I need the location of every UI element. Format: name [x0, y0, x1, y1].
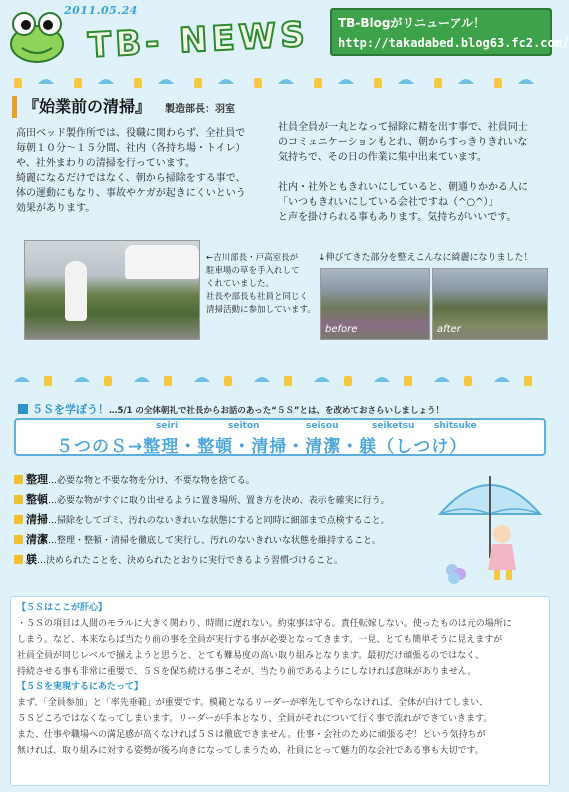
- rule-desc: …掃除をしてゴミ、汚れのないきれいな状態にすると同時に細部まで点検すること。: [48, 516, 390, 526]
- square-bullet-icon: [14, 475, 23, 484]
- romaji-seisou: seisou: [306, 421, 339, 431]
- after-photo: [432, 268, 548, 340]
- cleaning-intro-text: [16, 126, 264, 216]
- after-label: after: [437, 324, 461, 335]
- rule-term: 整理: [26, 473, 48, 486]
- caption-line: 清掃活動に参加しています。: [206, 305, 316, 315]
- rule-term: 清潔: [26, 533, 48, 546]
- rule-item: [14, 530, 414, 550]
- text-line: のコミュニケーションもとれ、朝からすっきりきれいな: [278, 137, 528, 148]
- photo-caption-right: ↓伸びてきた部分を整えこんなに綺麗になりました！: [318, 253, 533, 263]
- square-bullet-icon: [18, 404, 28, 414]
- caption-line: 駐車場の草を手入れして: [206, 266, 300, 276]
- note1-body: [17, 616, 543, 680]
- caption-line: 社長や部長も社員と同じく: [206, 292, 309, 302]
- romaji-seiri: seiri: [156, 421, 179, 431]
- photo-caption-left: [206, 252, 316, 317]
- rule-desc: …整理・整頓・清掃を徹底して実行し、汚れのないきれいな状態を維持すること。: [48, 536, 382, 546]
- text-line: [278, 165, 548, 180]
- note-line: しまう。など、本来ならば当たり前の事を全員が実行する事が必要となってきます。一見、とても簡単そうに見えますが: [17, 635, 503, 645]
- cleaning-section-byline: 製造部長：羽室: [165, 104, 235, 115]
- note-line: また、仕事や職場への満足感が高くなければ５Ｓは徹底できません。仕事・会社のために頑張るぞ！という気持ちが: [17, 730, 486, 740]
- rule-item: [14, 470, 414, 490]
- blog-announcement: TB-Blogがリニューアル！: [338, 16, 486, 30]
- cleaning-section-title: 『始業前の清掃』: [12, 96, 262, 118]
- five-s-heading: [18, 398, 548, 414]
- rule-desc: …決められたことを、決められたとおりに実行できるよう習慣づけること。: [37, 556, 344, 566]
- rule-desc: …必要な物と不要な物を分け、不要な物を捨てる。: [48, 476, 255, 486]
- five-s-heading-title: ５Ｓを学ぼう！: [32, 403, 109, 416]
- note-line: ・５Ｓの項目は人間のモラルに大きく関わり、時間に遅れない。約束事は守る。責任転嫁しない。使ったものは元の場所に: [17, 619, 512, 629]
- before-label: before: [325, 324, 358, 335]
- cleaning-photo: [24, 240, 200, 340]
- car-shape: [125, 245, 199, 279]
- text-line: 体の運動にもなり、事故やケガが起きにくいという: [16, 188, 246, 199]
- five-s-notes-box: [10, 596, 550, 786]
- cleaning-benefit-text: [278, 120, 548, 225]
- romaji-shitsuke: shitsuke: [434, 421, 477, 431]
- note-line: 無ければ、取り組みに対する姿勢が後ろ向きになってしまうため、社員にとって魅力的な会社である事も大切です。: [17, 746, 484, 756]
- romaji-seiton: seiton: [228, 421, 260, 431]
- issue-date: 2011.05.24: [64, 4, 138, 17]
- square-bullet-icon: [14, 495, 23, 504]
- umbrella-boot-strip-middle: [0, 370, 560, 390]
- rule-term: 清掃: [26, 513, 48, 526]
- romaji-seiketsu: seiketsu: [372, 421, 415, 431]
- square-bullet-icon: [14, 555, 23, 564]
- note-line: 持続させる事も非常に重要で、５Ｓを保ち続ける事こそが、当たり前であるようにしなければ意味がありません。: [17, 667, 477, 677]
- text-line: 「いつもきれいにしている会社ですね（^○^）」: [278, 197, 499, 208]
- note-line: 社員全員が同じレベルで揃えようと思うと、とても難易度の高い取り組みとなります。最初だけ頑張るのではなく、: [17, 651, 485, 661]
- rule-term: 整頓: [26, 493, 48, 506]
- text-line: 気持ちで、その日の作業に集中出来ています。: [278, 152, 487, 163]
- square-bullet-icon: [14, 515, 23, 524]
- blog-url-box[interactable]: [330, 8, 569, 56]
- text-line: 高田ベッド製作所では、役職に関わらず、全社員で: [16, 128, 246, 139]
- newsletter-logo: TB- NEWS: [87, 14, 310, 66]
- five-s-rules-list: [14, 470, 414, 588]
- umbrella-boot-strip-top: [0, 72, 560, 92]
- caption-line: ←吉川部長・戸高室長が: [206, 253, 299, 263]
- caption-line: くれていました。: [206, 279, 275, 289]
- note-line: まず、「全員参加」と「率先垂範」が重要です。模範となるリーダーが率先してやらなければ、全体が白けてしまい、: [17, 698, 489, 708]
- text-line: 社員全員が一丸となって掃除に精を出す事で、社員同士: [278, 122, 528, 133]
- note2-body: [17, 695, 543, 759]
- rule-item: [14, 510, 414, 530]
- text-line: 効果があります。: [16, 203, 96, 214]
- five-s-banner: [14, 418, 546, 456]
- text-line: や、社外まわりの清掃を行っています。: [16, 158, 195, 169]
- note-line: ５Ｓどころではなくなってしまいます。リーダーが手本となり、全員がそれについて行く事で流れができていきます。: [17, 714, 493, 724]
- rule-item: [14, 490, 414, 510]
- square-bullet-icon: [14, 535, 23, 544]
- rule-term: 躾: [26, 553, 37, 566]
- note1-heading: 【５Ｓはここが肝心】: [17, 603, 108, 613]
- text-line: 綺麗になるだけではなく、朝から掃除をする事で、: [16, 173, 246, 184]
- frog-mascot-icon: [6, 6, 68, 64]
- note2-heading: 【５Ｓを実現するにあたって】: [17, 682, 144, 692]
- person-shape: [65, 261, 87, 321]
- rule-desc: …必要な物がすぐに取り出せるように置き場所、置き方を決め、表示を確実に行う。: [48, 496, 390, 506]
- five-s-heading-note: …5/1 の全体朝礼で社長からお話のあった“５Ｓ”とは、を改めておさらいしましょう！: [109, 406, 444, 416]
- header: [0, 0, 569, 70]
- text-line: 毎朝１０分～１５分間、社内（各持ち場・トイレ）: [16, 143, 246, 154]
- blog-url-link[interactable]: http://takadabed.blog63.fc2.com/: [338, 36, 569, 50]
- text-line: と声を掛けられる事もあります。気持ちがいいです。: [278, 212, 517, 223]
- rule-item: [14, 550, 414, 570]
- before-photo: [320, 268, 430, 340]
- umbrella-girl-illustration: [432, 462, 548, 588]
- text-line: 社内・社外ともきれいにしていると、朝通りかかる人に: [278, 182, 528, 193]
- five-s-banner-text: ５つのＳ→整理・整頓・清掃・清潔・躾（しつけ）: [56, 437, 468, 457]
